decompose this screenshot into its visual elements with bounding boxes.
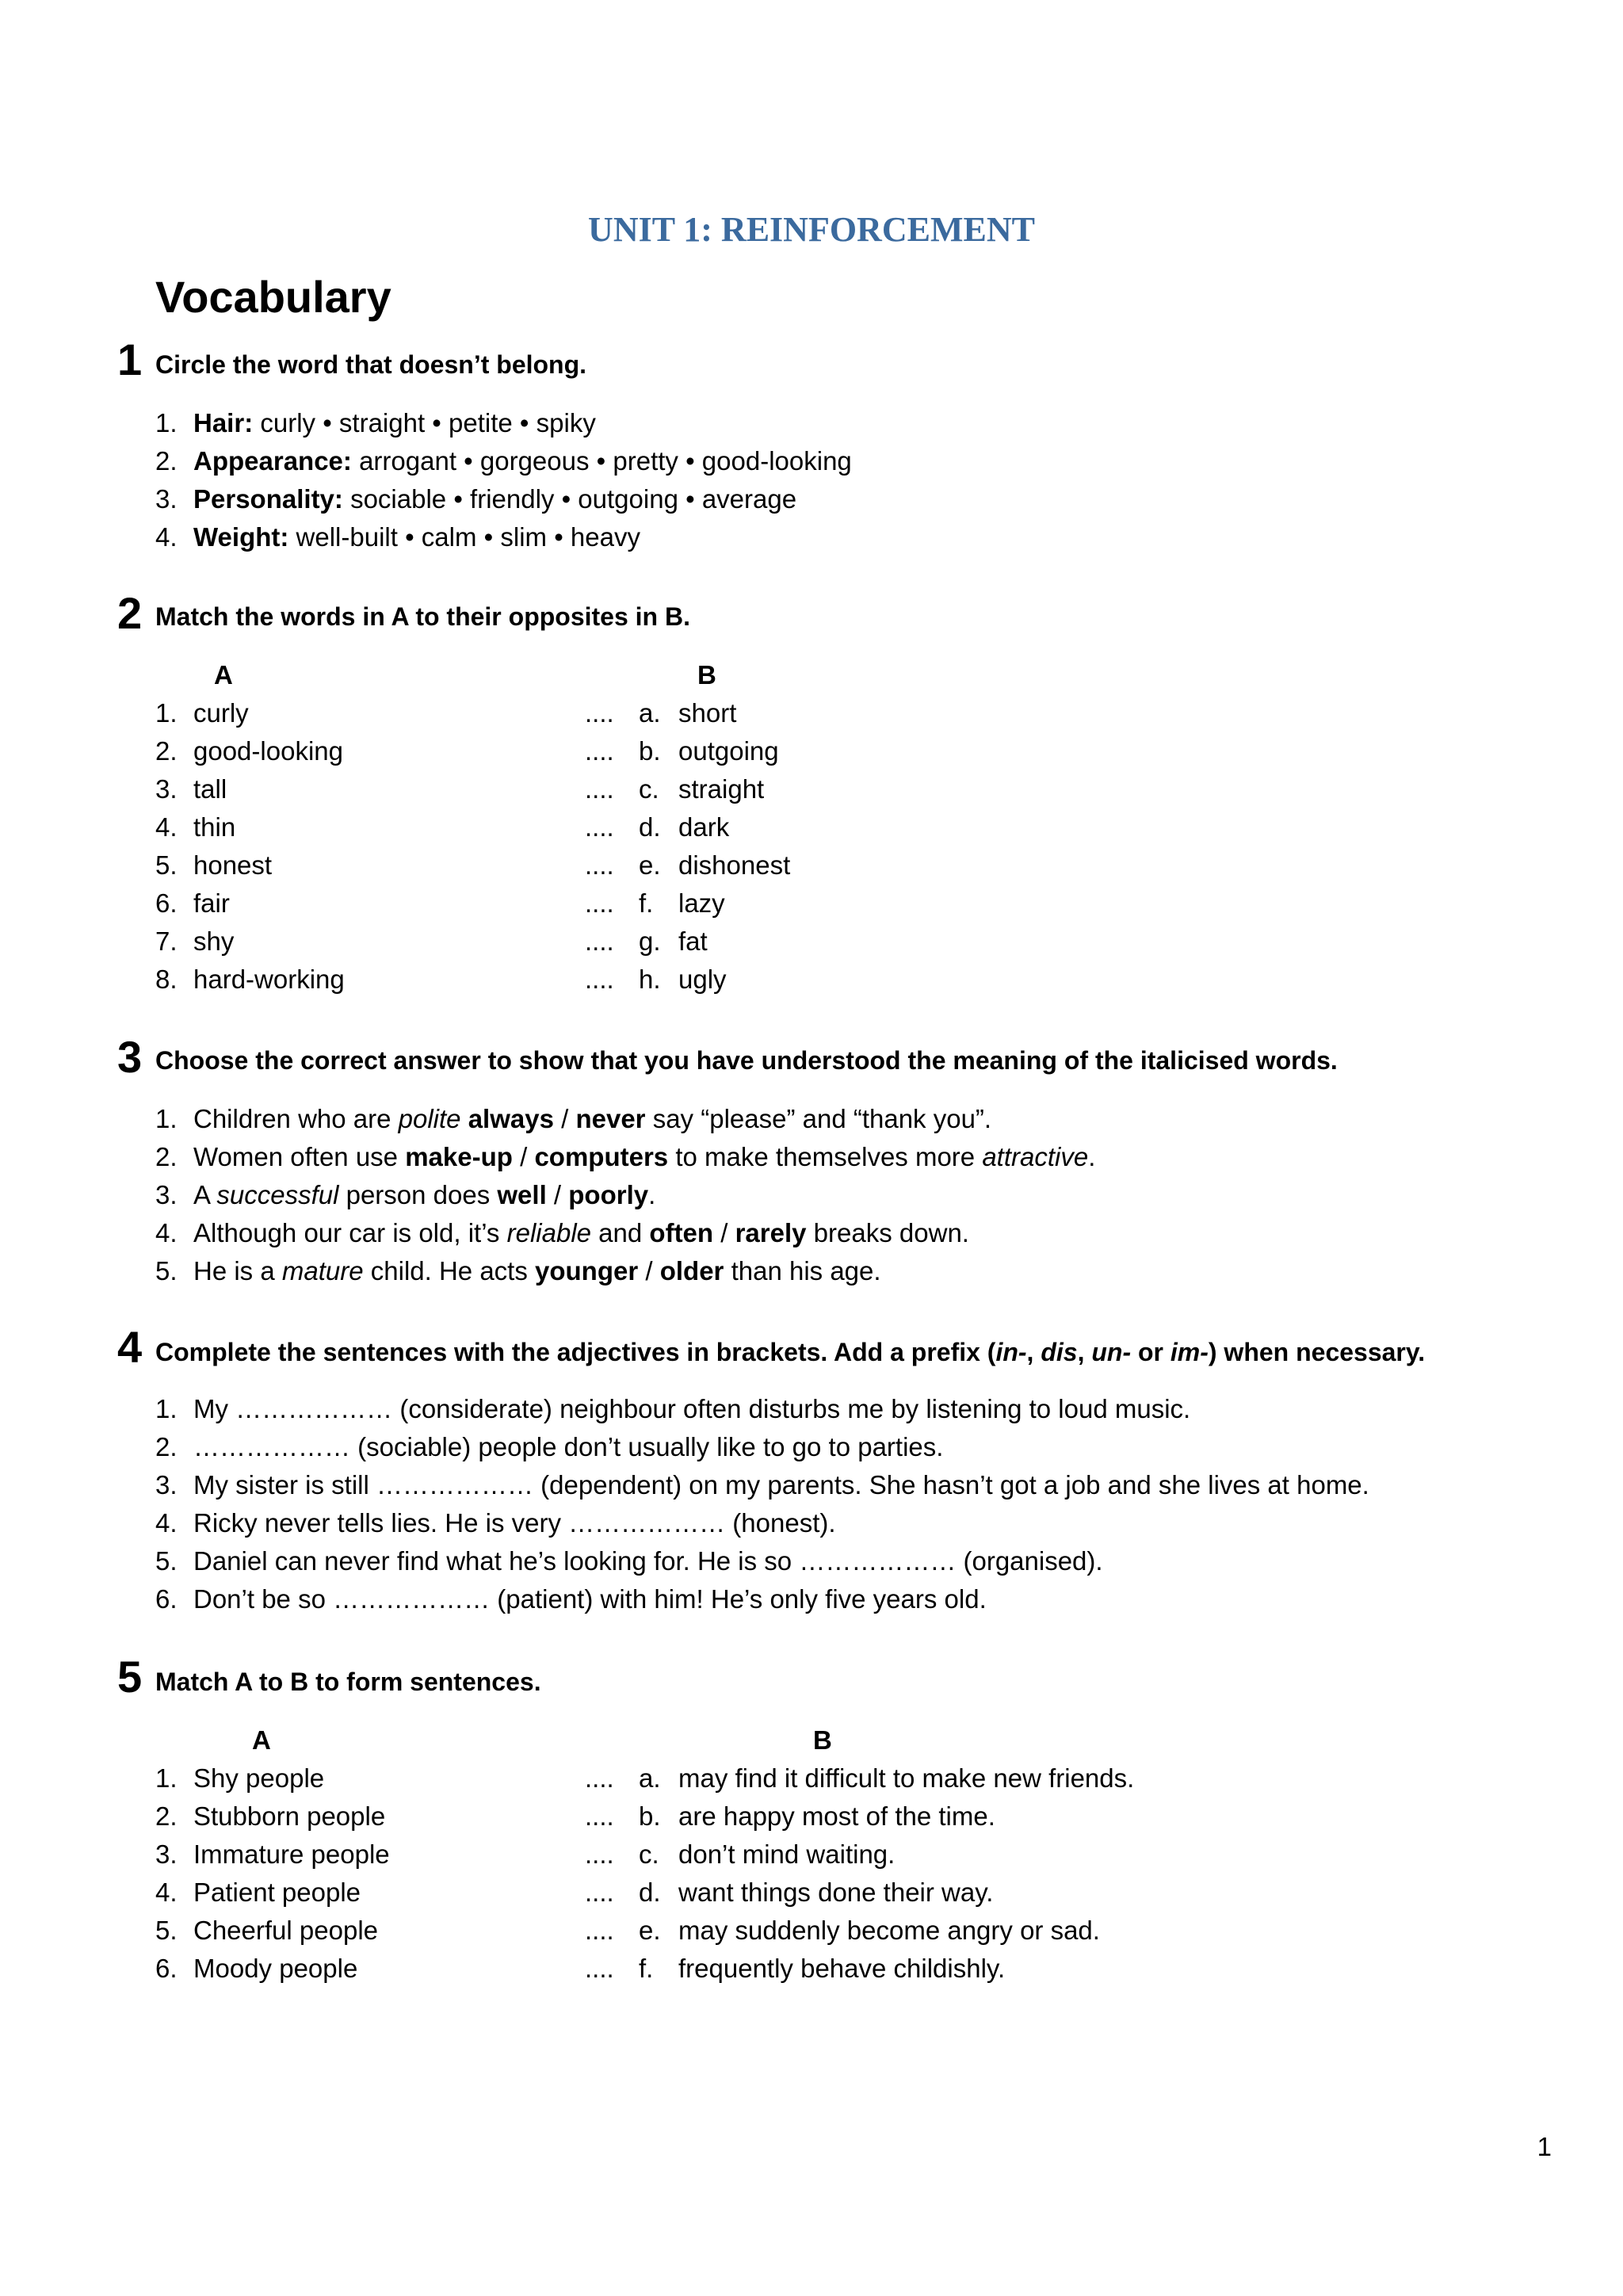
item-number: 4. bbox=[155, 812, 178, 842]
item-number: 1. bbox=[155, 1394, 178, 1423]
item-letter: b. bbox=[639, 1801, 661, 1831]
text-run: reliable bbox=[506, 1218, 592, 1247]
answer-blank[interactable]: .... bbox=[585, 1839, 614, 1869]
item-letter: g. bbox=[639, 926, 661, 956]
text-run bbox=[461, 1104, 468, 1133]
item-letter: h. bbox=[639, 965, 661, 994]
column-a-heading: A bbox=[214, 660, 233, 690]
column-b-text: straight bbox=[678, 774, 765, 804]
column-a-text: good-looking bbox=[193, 736, 343, 766]
sentence-text: Daniel can never find what he’s looking for. He is so ……………… (organised). bbox=[193, 1546, 1103, 1576]
column-a-text: Patient people bbox=[193, 1878, 361, 1907]
item-number: 5. bbox=[155, 1916, 178, 1945]
table-row bbox=[155, 923, 1106, 961]
column-b-text: dishonest bbox=[678, 850, 791, 880]
text-run: Although our car is old, it’s bbox=[193, 1218, 507, 1247]
text-run: / bbox=[638, 1256, 660, 1286]
item-number: 6. bbox=[155, 888, 178, 918]
answer-blank[interactable]: .... bbox=[585, 850, 614, 880]
exercise-5-instruction: Match A to B to form sentences. bbox=[155, 1668, 541, 1696]
item-number: 5. bbox=[155, 1256, 178, 1286]
exercise-3-instruction: Choose the correct answer to show that you have understood the meaning of the italicised words. bbox=[155, 1046, 1338, 1075]
item-number: 1. bbox=[155, 1104, 178, 1133]
table-row bbox=[155, 1759, 1423, 1797]
column-a-text: honest bbox=[193, 850, 273, 880]
item-number: 1. bbox=[155, 698, 178, 728]
list-item bbox=[155, 1580, 1369, 1618]
column-b-heading: B bbox=[813, 1725, 832, 1755]
text-run: breaks down. bbox=[806, 1218, 969, 1247]
text-run: . bbox=[1088, 1142, 1096, 1171]
text-run: always bbox=[468, 1104, 554, 1133]
sentence-text: ……………… (sociable) people don’t usually like to go to parties. bbox=[193, 1432, 944, 1461]
item-number: 2. bbox=[155, 1432, 178, 1461]
exercise-3-number: 3 bbox=[117, 1032, 143, 1082]
table-row bbox=[155, 808, 1106, 846]
column-b-text: don’t mind waiting. bbox=[678, 1839, 896, 1869]
item-letter: e. bbox=[639, 850, 661, 880]
column-b-text: outgoing bbox=[678, 736, 779, 766]
text-run: poorly bbox=[568, 1180, 649, 1209]
text-run: never bbox=[575, 1104, 646, 1133]
section-title: Vocabulary bbox=[155, 272, 391, 322]
exercise-1-list bbox=[155, 404, 852, 556]
item-letter: c. bbox=[639, 1839, 659, 1869]
column-b-text: may suddenly become angry or sad. bbox=[678, 1916, 1100, 1945]
text-run: child. He acts bbox=[363, 1256, 536, 1286]
text-run: . bbox=[648, 1180, 656, 1209]
table-row bbox=[155, 1836, 1423, 1874]
column-b-text: dark bbox=[678, 812, 730, 842]
text-run: mature bbox=[281, 1256, 364, 1286]
text-run: dis bbox=[1041, 1338, 1078, 1366]
answer-blank[interactable]: .... bbox=[585, 774, 614, 804]
item-letter: a. bbox=[639, 698, 661, 728]
item-letter: d. bbox=[639, 1878, 661, 1907]
column-a-text: Stubborn people bbox=[193, 1801, 386, 1831]
column-b-text: frequently behave childishly. bbox=[678, 1954, 1006, 1983]
table-row bbox=[155, 770, 1106, 808]
column-a-text: fair bbox=[193, 888, 230, 918]
item-number: 6. bbox=[155, 1584, 178, 1614]
text-run: Complete the sentences with the adjectives in brackets. Add a prefix ( bbox=[155, 1338, 996, 1366]
exercise-1-instruction: Circle the word that doesn’t belong. bbox=[155, 350, 587, 379]
item-number: 3. bbox=[155, 774, 178, 804]
column-a-text: Moody people bbox=[193, 1954, 358, 1983]
item-number: 5. bbox=[155, 1546, 178, 1576]
table-row bbox=[155, 1950, 1423, 1988]
item-number: 3. bbox=[155, 1470, 178, 1499]
exercise-4-number: 4 bbox=[117, 1322, 143, 1372]
text-run: rarely bbox=[735, 1218, 807, 1247]
list-item bbox=[155, 1390, 1369, 1428]
text-run: make-up bbox=[405, 1142, 513, 1171]
column-a-heading: A bbox=[252, 1725, 271, 1755]
text-run: polite bbox=[398, 1104, 461, 1133]
column-a-text: tall bbox=[193, 774, 227, 804]
table-row bbox=[155, 961, 1106, 999]
list-item bbox=[155, 1100, 1095, 1138]
list-item bbox=[155, 1504, 1369, 1542]
item-number: 7. bbox=[155, 926, 178, 956]
column-b-text: may find it difficult to make new friends. bbox=[678, 1763, 1135, 1793]
text-run: well bbox=[497, 1180, 547, 1209]
text-run: to make themselves more bbox=[668, 1142, 983, 1171]
item-letter: b. bbox=[639, 736, 661, 766]
item-letter: a. bbox=[639, 1763, 661, 1793]
text-run: older bbox=[659, 1256, 724, 1286]
item-number: 5. bbox=[155, 850, 178, 880]
column-b-text: lazy bbox=[678, 888, 725, 918]
exercise-2-number: 2 bbox=[117, 588, 143, 638]
column-b-text: fat bbox=[678, 926, 708, 956]
text-run: younger bbox=[535, 1256, 639, 1286]
item-number: 4. bbox=[155, 1878, 178, 1907]
answer-blank[interactable]: .... bbox=[585, 888, 614, 918]
item-number: 8. bbox=[155, 965, 178, 994]
text-run: He is a bbox=[193, 1256, 282, 1286]
item-number: 2. bbox=[155, 1142, 178, 1171]
text-run: in- bbox=[995, 1338, 1027, 1366]
text-run: / bbox=[553, 1104, 576, 1133]
sentence-text: Don’t be so ……………… (patient) with him! He’s only five years old. bbox=[193, 1584, 987, 1614]
list-item bbox=[155, 1428, 1369, 1466]
column-b-text: short bbox=[678, 698, 737, 728]
answer-blank[interactable]: .... bbox=[585, 965, 614, 994]
text-run: than his age. bbox=[724, 1256, 881, 1286]
list-item: 4. Weight: well-built • calm • slim • heavy bbox=[155, 522, 640, 552]
item-number: 4. bbox=[155, 1218, 178, 1247]
sentence-text: My sister is still ……………… (dependent) on my parents. She hasn’t got a job and she lives at home. bbox=[193, 1470, 1369, 1499]
list-item: 2. Appearance: arrogant • gorgeous • pretty • good-looking bbox=[155, 446, 852, 476]
table-row bbox=[155, 884, 1106, 923]
sentence-text: My ……………… (considerate) neighbour often disturbs me by listening to loud music. bbox=[193, 1394, 1191, 1423]
text-run: Children who are bbox=[193, 1104, 399, 1133]
table-row bbox=[155, 1797, 1423, 1836]
text-run: , bbox=[1077, 1338, 1092, 1366]
text-run: , bbox=[1026, 1338, 1041, 1366]
column-b-text: are happy most of the time. bbox=[678, 1801, 995, 1831]
item-number: 3. bbox=[155, 1180, 178, 1209]
item-number: 2. bbox=[155, 1801, 178, 1831]
table-row bbox=[155, 694, 1106, 732]
exercise-4-instruction bbox=[155, 1336, 1425, 1368]
item-letter: f. bbox=[639, 888, 654, 918]
answer-blank[interactable]: .... bbox=[585, 698, 614, 728]
column-a-text: Immature people bbox=[193, 1839, 390, 1869]
column-b-text: ugly bbox=[678, 965, 727, 994]
exercise-2-instruction: Match the words in A to their opposites in B. bbox=[155, 602, 690, 631]
exercise-3-list bbox=[155, 1100, 1095, 1290]
text-run: / bbox=[512, 1142, 535, 1171]
column-a-text: curly bbox=[193, 698, 249, 728]
item-letter: e. bbox=[639, 1916, 661, 1945]
list-item bbox=[155, 1138, 1095, 1176]
item-number: 6. bbox=[155, 1954, 178, 1983]
column-a-text: hard-working bbox=[193, 965, 345, 994]
answer-blank[interactable]: .... bbox=[585, 1878, 614, 1907]
item-number: 4. bbox=[155, 1508, 178, 1538]
list-item: 1. Hair: curly • straight • petite • spiky bbox=[155, 408, 596, 437]
answer-blank[interactable]: .... bbox=[585, 812, 614, 842]
text-run: ) when necessary. bbox=[1208, 1338, 1426, 1366]
list-item bbox=[155, 1214, 1095, 1252]
exercise-2-list bbox=[155, 694, 1106, 999]
exercise-5-list bbox=[155, 1759, 1423, 1988]
text-run: often bbox=[649, 1218, 714, 1247]
text-run: computers bbox=[534, 1142, 669, 1171]
text-run: say “please” and “thank you”. bbox=[645, 1104, 992, 1133]
exercise-5-number: 5 bbox=[117, 1652, 143, 1702]
text-run: attractive bbox=[982, 1142, 1089, 1171]
item-number: 2. bbox=[155, 736, 178, 766]
list-item bbox=[155, 1252, 1095, 1290]
answer-blank[interactable]: .... bbox=[585, 1801, 614, 1831]
column-a-text: thin bbox=[193, 812, 236, 842]
text-run: / bbox=[713, 1218, 735, 1247]
exercise-4-list bbox=[155, 1390, 1369, 1618]
item-number: 3. bbox=[155, 1839, 178, 1869]
column-a-text: Cheerful people bbox=[193, 1916, 378, 1945]
text-run: Women often use bbox=[193, 1142, 406, 1171]
text-run: person does bbox=[338, 1180, 498, 1209]
text-run: im- bbox=[1170, 1338, 1209, 1366]
text-run: successful bbox=[216, 1180, 339, 1209]
column-a-text: Shy people bbox=[193, 1763, 325, 1793]
unit-title: UNIT 1: REINFORCEMENT bbox=[588, 210, 1035, 249]
list-item: 3. Personality: sociable • friendly • outgoing • average bbox=[155, 484, 797, 514]
item-letter: f. bbox=[639, 1954, 654, 1983]
list-item bbox=[155, 1466, 1369, 1504]
answer-blank[interactable]: .... bbox=[585, 1763, 614, 1793]
column-b-heading: B bbox=[697, 660, 716, 690]
table-row bbox=[155, 846, 1106, 884]
text-run: / bbox=[546, 1180, 569, 1209]
item-number: 1. bbox=[155, 1763, 178, 1793]
text-run: un- bbox=[1091, 1338, 1132, 1366]
list-item bbox=[155, 1176, 1095, 1214]
column-b-text: want things done their way. bbox=[678, 1878, 994, 1907]
list-item bbox=[155, 1542, 1369, 1580]
exercise-1-number: 1 bbox=[117, 334, 143, 384]
item-letter: d. bbox=[639, 812, 661, 842]
column-a-text: shy bbox=[193, 926, 235, 956]
answer-blank[interactable]: .... bbox=[585, 736, 614, 766]
text-run: A bbox=[193, 1180, 217, 1209]
answer-blank[interactable]: .... bbox=[585, 1954, 614, 1983]
table-row bbox=[155, 1874, 1423, 1912]
text-run: or bbox=[1131, 1338, 1170, 1366]
item-letter: c. bbox=[639, 774, 659, 804]
sentence-text: Ricky never tells lies. He is very ……………… (honest). bbox=[193, 1508, 836, 1538]
answer-blank[interactable]: .... bbox=[585, 1916, 614, 1945]
table-row bbox=[155, 732, 1106, 770]
page-number: 1 bbox=[1537, 2132, 1552, 2161]
table-row bbox=[155, 1912, 1423, 1950]
answer-blank[interactable]: .... bbox=[585, 926, 614, 956]
text-run: and bbox=[591, 1218, 650, 1247]
